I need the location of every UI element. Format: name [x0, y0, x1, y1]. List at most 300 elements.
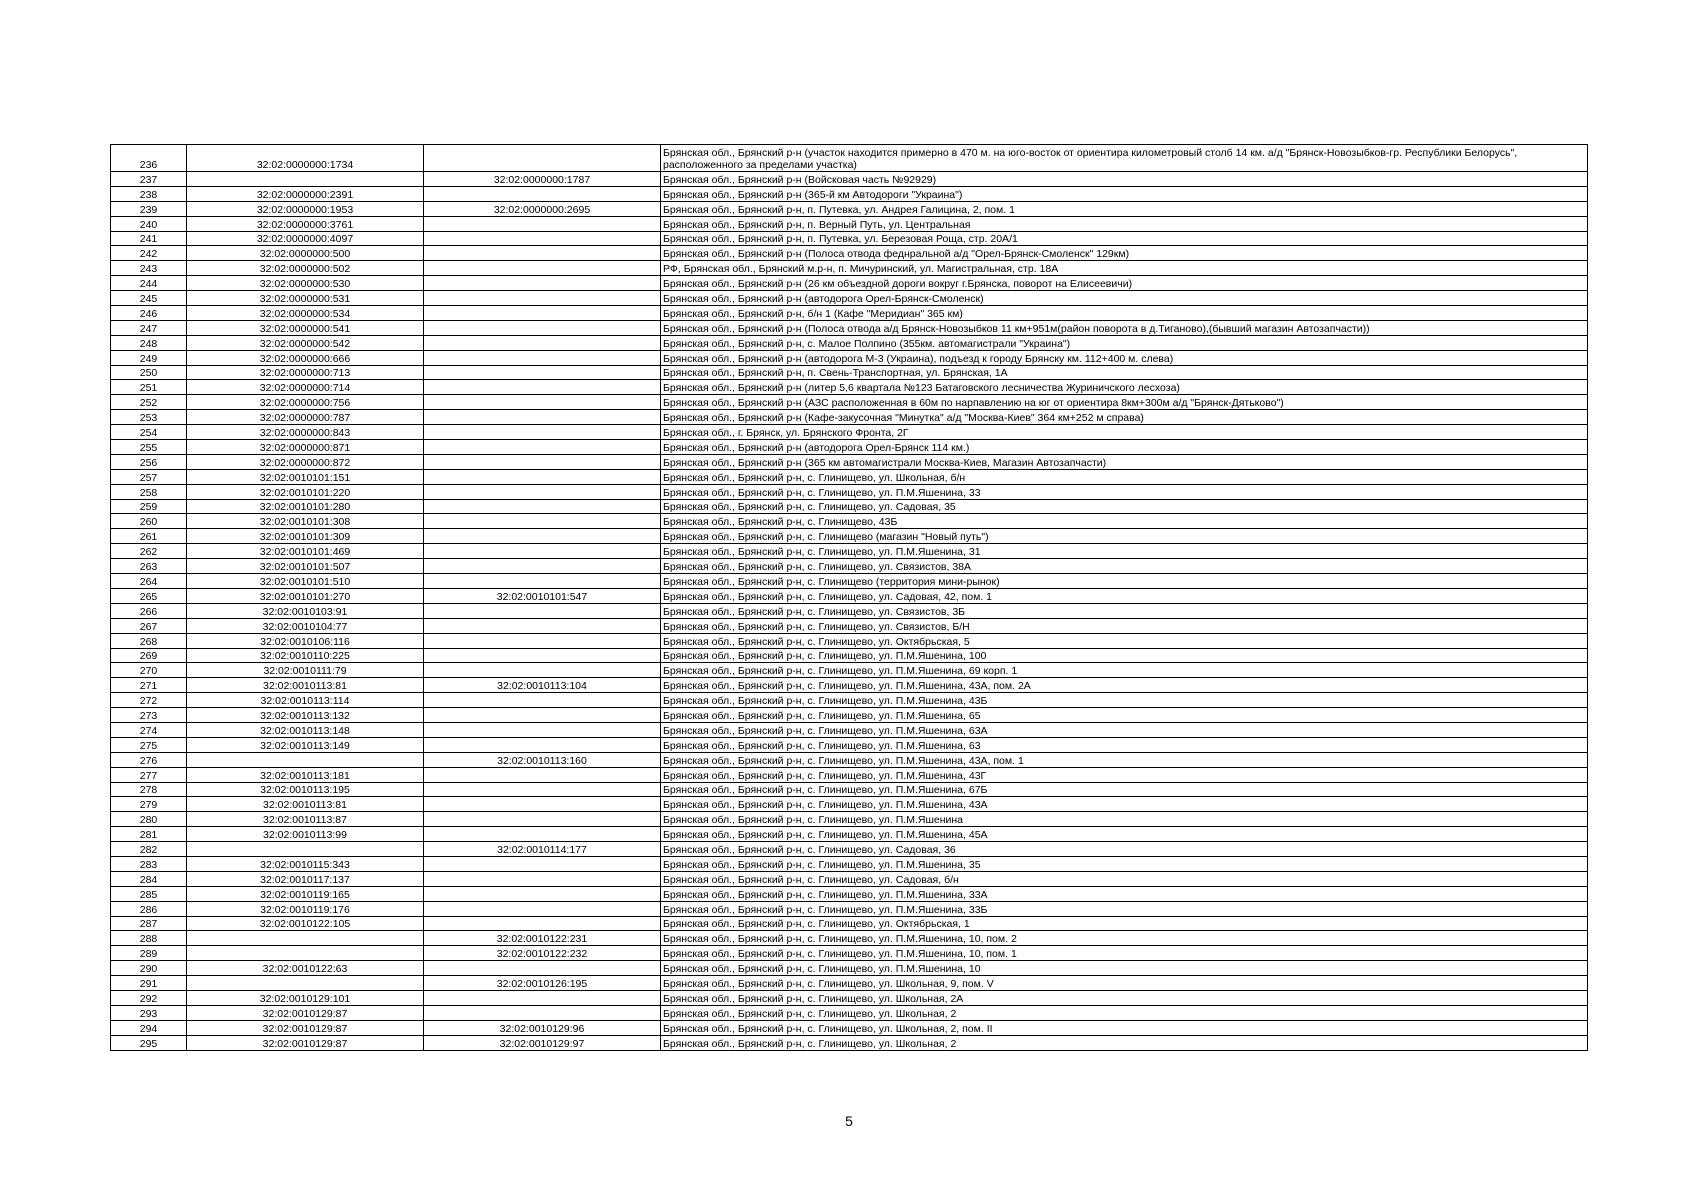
table-row — [111, 306, 1588, 321]
table-row — [111, 320, 1588, 335]
row-number-cell: 245 — [111, 291, 187, 306]
building-cadastral-number-cell — [424, 812, 661, 827]
row-number-cell: 264 — [111, 574, 187, 589]
cadastral-number-cell: 32:02:0000000:872 — [187, 454, 424, 469]
page-number: 5 — [845, 1113, 853, 1129]
building-cadastral-number-cell: 32:02:0010113:104 — [424, 678, 661, 693]
row-number-cell: 274 — [111, 722, 187, 737]
cadastral-number-cell — [187, 842, 424, 857]
cadastral-number-cell: 32:02:0010113:132 — [187, 708, 424, 723]
table-row — [111, 291, 1588, 306]
row-number-cell: 289 — [111, 946, 187, 961]
table-row — [111, 440, 1588, 455]
cadastral-number-cell: 32:02:0010113:149 — [187, 737, 424, 752]
table-row — [111, 201, 1588, 216]
building-cadastral-number-cell — [424, 499, 661, 514]
building-cadastral-number-cell — [424, 335, 661, 350]
address-cell: Брянская обл., Брянский р-н, с. Глинищево, ул. П.М.Яшенина, 43Б — [661, 693, 1588, 708]
table-row — [111, 752, 1588, 767]
table-row — [111, 186, 1588, 201]
building-cadastral-number-cell — [424, 145, 661, 172]
table-row — [111, 708, 1588, 723]
row-number-cell: 280 — [111, 812, 187, 827]
row-number-cell: 258 — [111, 484, 187, 499]
address-cell: Брянская обл., Брянский р-н, п. Верный Путь, ул. Центральная — [661, 216, 1588, 231]
table-row — [111, 1035, 1588, 1050]
cadastral-number-cell: 32:02:0000000:2391 — [187, 186, 424, 201]
table-row — [111, 648, 1588, 663]
cadastral-number-cell: 32:02:0010101:270 — [187, 588, 424, 603]
building-cadastral-number-cell — [424, 648, 661, 663]
row-number-cell: 273 — [111, 708, 187, 723]
row-number-cell: 244 — [111, 276, 187, 291]
address-cell: Брянская обл., Брянский р-н, с. Глинищево, ул. П.М.Яшенина, 10 — [661, 961, 1588, 976]
building-cadastral-number-cell — [424, 961, 661, 976]
table-row — [111, 410, 1588, 425]
address-cell: Брянская обл., Брянский р-н, с. Глинищево, ул. Связистов, 38А — [661, 559, 1588, 574]
building-cadastral-number-cell — [424, 410, 661, 425]
address-cell: Брянская обл., Брянский р-н, с. Глинищево, ул. П.М.Яшенина, 43А, пом. 2А — [661, 678, 1588, 693]
cadastral-number-cell: 32:02:0010101:309 — [187, 529, 424, 544]
address-cell: Брянская обл., Брянский р-н, с. Глинищево, ул. П.М.Яшенина, 33 — [661, 484, 1588, 499]
address-cell: Брянская обл., Брянский р-н, с. Глинищево, ул. Связистов, Б/Н — [661, 618, 1588, 633]
row-number-cell: 291 — [111, 976, 187, 991]
cadastral-number-cell: 32:02:0010122:63 — [187, 961, 424, 976]
address-cell: Брянская обл., Брянский р-н, п. Свень-Транспортная, ул. Брянская, 1А — [661, 365, 1588, 380]
building-cadastral-number-cell — [424, 365, 661, 380]
row-number-cell: 268 — [111, 633, 187, 648]
cadastral-number-cell: 32:02:0010101:308 — [187, 514, 424, 529]
cadastral-number-cell: 32:02:0010129:101 — [187, 990, 424, 1005]
cadastral-number-cell: 32:02:0000000:871 — [187, 440, 424, 455]
cadastral-number-cell: 32:02:0010122:105 — [187, 916, 424, 931]
cadastral-number-cell — [187, 976, 424, 991]
building-cadastral-number-cell — [424, 1005, 661, 1020]
address-cell: Брянская обл., Брянский р-н, с. Глинищево, ул. П.М.Яшенина, 33А — [661, 886, 1588, 901]
row-number-cell: 254 — [111, 425, 187, 440]
address-cell: Брянская обл., Брянский р-н (автодорога Орел-Брянск-Смоленск) — [661, 291, 1588, 306]
row-number-cell: 247 — [111, 320, 187, 335]
address-cell: Брянская обл., Брянский р-н, с. Глинищево, ул. П.М.Яшенина, 31 — [661, 544, 1588, 559]
row-number-cell: 269 — [111, 648, 187, 663]
building-cadastral-number-cell — [424, 618, 661, 633]
row-number-cell: 281 — [111, 827, 187, 842]
cadastral-number-cell: 32:02:0000000:500 — [187, 246, 424, 261]
building-cadastral-number-cell — [424, 454, 661, 469]
building-cadastral-number-cell — [424, 216, 661, 231]
address-cell: Брянская обл., Брянский р-н (Полоса отвода а/д Брянск-Новозыбков 11 км+951м(район поворота в д.Тиганово),(бывший магазин Автозапчасти)) — [661, 320, 1588, 335]
building-cadastral-number-cell — [424, 603, 661, 618]
row-number-cell: 294 — [111, 1020, 187, 1035]
table-row — [111, 574, 1588, 589]
row-number-cell: 259 — [111, 499, 187, 514]
address-cell: Брянская обл., Брянский р-н, с. Глинищево, ул. П.М.Яшенина, 69 корп. 1 — [661, 663, 1588, 678]
address-cell: Брянская обл., Брянский р-н, с. Глинищево, ул. Школьная, 9, пом. V — [661, 976, 1588, 991]
building-cadastral-number-cell — [424, 767, 661, 782]
building-cadastral-number-cell — [424, 350, 661, 365]
cadastral-number-cell: 32:02:0000000:542 — [187, 335, 424, 350]
cadastral-number-cell: 32:02:0000000:4097 — [187, 231, 424, 246]
row-number-cell: 286 — [111, 901, 187, 916]
address-cell: Брянская обл., Брянский р-н (участок находится примерно в 470 м. на юго-восток от ориентира километровый столб 14 км. а/д "Брянск-Новозыбков-гр. Республики Белорусь", расположенного за пределами участка) — [661, 145, 1588, 172]
row-number-cell: 248 — [111, 335, 187, 350]
row-number-cell: 278 — [111, 782, 187, 797]
cadastral-number-cell: 32:02:0010113:99 — [187, 827, 424, 842]
building-cadastral-number-cell — [424, 856, 661, 871]
table-row — [111, 529, 1588, 544]
address-cell: Брянская обл., Брянский р-н (автодорога Орел-Брянск 114 км.) — [661, 440, 1588, 455]
row-number-cell: 290 — [111, 961, 187, 976]
cadastral-number-cell: 32:02:0010101:220 — [187, 484, 424, 499]
cadastral-number-cell — [187, 752, 424, 767]
address-cell: Брянская обл., Брянский р-н, с. Глинищево, ул. П.М.Яшенина, 65 — [661, 708, 1588, 723]
row-number-cell: 270 — [111, 663, 187, 678]
table-row — [111, 603, 1588, 618]
building-cadastral-number-cell: 32:02:0010122:231 — [424, 931, 661, 946]
building-cadastral-number-cell — [424, 246, 661, 261]
cadastral-number-cell: 32:02:0000000:1953 — [187, 201, 424, 216]
address-cell: Брянская обл., Брянский р-н (Кафе-закусочная "Минутка" а/д "Москва-Киев" 364 км+252 м справа) — [661, 410, 1588, 425]
table-row — [111, 380, 1588, 395]
row-number-cell: 251 — [111, 380, 187, 395]
row-number-cell: 277 — [111, 767, 187, 782]
address-cell: Брянская обл., Брянский р-н, с. Глинищево, 43Б — [661, 514, 1588, 529]
cadastral-number-cell: 32:02:0000000:3761 — [187, 216, 424, 231]
table-row — [111, 544, 1588, 559]
cadastral-number-cell: 32:02:0010113:148 — [187, 722, 424, 737]
building-cadastral-number-cell — [424, 990, 661, 1005]
table-row — [111, 871, 1588, 886]
address-cell: Брянская обл., Брянский р-н, с. Глинищево, ул. Садовая, б/н — [661, 871, 1588, 886]
row-number-cell: 283 — [111, 856, 187, 871]
address-cell: Брянская обл., Брянский р-н, с. Глинищево, ул. П.М.Яшенина, 33Б — [661, 901, 1588, 916]
building-cadastral-number-cell — [424, 291, 661, 306]
table-row — [111, 276, 1588, 291]
row-number-cell: 242 — [111, 246, 187, 261]
table-row — [111, 454, 1588, 469]
table-row — [111, 961, 1588, 976]
row-number-cell: 295 — [111, 1035, 187, 1050]
table-row — [111, 856, 1588, 871]
address-cell: Брянская обл., Брянский р-н, с. Глинищево, ул. П.М.Яшенина — [661, 812, 1588, 827]
address-cell: Брянская обл., Брянский р-н, с. Глинищево, ул. Садовая, 35 — [661, 499, 1588, 514]
row-number-cell: 253 — [111, 410, 187, 425]
address-cell: Брянская обл., Брянский р-н (365 км автомагистрали Москва-Киев, Магазин Автозапчасти) — [661, 454, 1588, 469]
building-cadastral-number-cell — [424, 514, 661, 529]
row-number-cell: 260 — [111, 514, 187, 529]
address-cell: Брянская обл., Брянский р-н, с. Глинищево, ул. Садовая, 36 — [661, 842, 1588, 857]
table-row — [111, 484, 1588, 499]
address-cell: Брянская обл., Брянский р-н, с. Глинищево, ул. П.М.Яшенина, 35 — [661, 856, 1588, 871]
cadastral-number-cell: 32:02:0010113:81 — [187, 797, 424, 812]
address-cell: Брянская обл., Брянский р-н, с. Малое Полпино (355км. автомагистрали "Украина") — [661, 335, 1588, 350]
table-row — [111, 425, 1588, 440]
table-row — [111, 231, 1588, 246]
table-row — [111, 946, 1588, 961]
row-number-cell: 250 — [111, 365, 187, 380]
building-cadastral-number-cell: 32:02:0010114:177 — [424, 842, 661, 857]
cadastral-number-cell: 32:02:0000000:666 — [187, 350, 424, 365]
address-cell: Брянская обл., Брянский р-н (автодорога М-3 (Украина), подъезд к городу Брянску км. 112+400 м. слева) — [661, 350, 1588, 365]
table-row — [111, 722, 1588, 737]
address-cell: Брянская обл., г. Брянск, ул. Брянского Фронта, 2Г — [661, 425, 1588, 440]
row-number-cell: 241 — [111, 231, 187, 246]
address-cell: Брянская обл., Брянский р-н, с. Глинищево, ул. Школьная, 2 — [661, 1005, 1588, 1020]
row-number-cell: 257 — [111, 469, 187, 484]
building-cadastral-number-cell: 32:02:0010122:232 — [424, 946, 661, 961]
cadastral-number-cell: 32:02:0010106:116 — [187, 633, 424, 648]
building-cadastral-number-cell — [424, 559, 661, 574]
address-cell: Брянская обл., Брянский р-н, п. Путевка, ул. Андрея Галицина, 2, пом. 1 — [661, 201, 1588, 216]
address-cell: Брянская обл., Брянский р-н, с. Глинищево, ул. П.М.Яшенина, 100 — [661, 648, 1588, 663]
row-number-cell: 246 — [111, 306, 187, 321]
row-number-cell: 285 — [111, 886, 187, 901]
building-cadastral-number-cell — [424, 395, 661, 410]
row-number-cell: 288 — [111, 931, 187, 946]
building-cadastral-number-cell — [424, 529, 661, 544]
row-number-cell: 279 — [111, 797, 187, 812]
cadastral-number-cell: 32:02:0010119:165 — [187, 886, 424, 901]
table-row — [111, 782, 1588, 797]
row-number-cell: 271 — [111, 678, 187, 693]
building-cadastral-number-cell — [424, 440, 661, 455]
table-row — [111, 499, 1588, 514]
cadastral-number-cell: 32:02:0010104:77 — [187, 618, 424, 633]
building-cadastral-number-cell: 32:02:0000000:2695 — [424, 201, 661, 216]
cadastral-number-cell — [187, 946, 424, 961]
cadastral-number-cell: 32:02:0010115:343 — [187, 856, 424, 871]
cadastral-number-cell — [187, 172, 424, 187]
registry-table — [110, 144, 1588, 1051]
cadastral-number-cell: 32:02:0000000:530 — [187, 276, 424, 291]
cadastral-number-cell: 32:02:0000000:502 — [187, 261, 424, 276]
building-cadastral-number-cell — [424, 544, 661, 559]
row-number-cell: 237 — [111, 172, 187, 187]
row-number-cell: 252 — [111, 395, 187, 410]
cadastral-number-cell: 32:02:0010117:137 — [187, 871, 424, 886]
address-cell: Брянская обл., Брянский р-н, с. Глинищево, ул. Садовая, 42, пом. 1 — [661, 588, 1588, 603]
building-cadastral-number-cell — [424, 901, 661, 916]
building-cadastral-number-cell — [424, 276, 661, 291]
table-row — [111, 767, 1588, 782]
building-cadastral-number-cell — [424, 797, 661, 812]
cadastral-number-cell: 32:02:0010101:280 — [187, 499, 424, 514]
address-cell: Брянская обл., Брянский р-н, с. Глинищево, ул. П.М.Яшенина, 63А — [661, 722, 1588, 737]
address-cell: Брянская обл., Брянский р-н, с. Глинищево, ул. П.М.Яшенина, 43Г — [661, 767, 1588, 782]
address-cell: Брянская обл., Брянский р-н, п. Путевка, ул. Березовая Роща, стр. 20А/1 — [661, 231, 1588, 246]
cadastral-number-cell: 32:02:0000000:1734 — [187, 145, 424, 172]
building-cadastral-number-cell: 32:02:0010101:547 — [424, 588, 661, 603]
row-number-cell: 240 — [111, 216, 187, 231]
row-number-cell: 272 — [111, 693, 187, 708]
building-cadastral-number-cell — [424, 186, 661, 201]
building-cadastral-number-cell — [424, 231, 661, 246]
table-row — [111, 737, 1588, 752]
address-cell: Брянская обл., Брянский р-н, с. Глинищево, ул. Школьная, 2, пом. II — [661, 1020, 1588, 1035]
building-cadastral-number-cell: 32:02:0010129:96 — [424, 1020, 661, 1035]
table-row — [111, 335, 1588, 350]
cadastral-number-cell: 32:02:0010101:510 — [187, 574, 424, 589]
table-row — [111, 365, 1588, 380]
address-cell: Брянская обл., Брянский р-н, с. Глинищево, ул. П.М.Яшенина, 67Б — [661, 782, 1588, 797]
building-cadastral-number-cell — [424, 782, 661, 797]
building-cadastral-number-cell — [424, 306, 661, 321]
address-cell: Брянская обл., Брянский р-н (Полоса отвода феднральной а/д "Орел-Брянск-Смоленск" 129км) — [661, 246, 1588, 261]
building-cadastral-number-cell — [424, 574, 661, 589]
cadastral-number-cell: 32:02:0010119:176 — [187, 901, 424, 916]
table-row — [111, 678, 1588, 693]
address-cell: Брянская обл., Брянский р-н (365-й км Автодороги "Украина") — [661, 186, 1588, 201]
table-row — [111, 1020, 1588, 1035]
cadastral-number-cell: 32:02:0000000:756 — [187, 395, 424, 410]
cadastral-number-cell: 32:02:0000000:714 — [187, 380, 424, 395]
building-cadastral-number-cell: 32:02:0010126:195 — [424, 976, 661, 991]
cadastral-number-cell: 32:02:0000000:713 — [187, 365, 424, 380]
row-number-cell: 262 — [111, 544, 187, 559]
row-number-cell: 243 — [111, 261, 187, 276]
row-number-cell: 249 — [111, 350, 187, 365]
table-row — [111, 842, 1588, 857]
cadastral-number-cell — [187, 931, 424, 946]
building-cadastral-number-cell — [424, 469, 661, 484]
address-cell: Брянская обл., Брянский р-н (литер 5,6 квартала №123 Батаговского лесничества Журиничского лесхоза) — [661, 380, 1588, 395]
address-cell: Брянская обл., Брянский р-н, с. Глинищево, ул. Октябрьская, 5 — [661, 633, 1588, 648]
building-cadastral-number-cell: 32:02:0010113:160 — [424, 752, 661, 767]
registry-table-body — [111, 145, 1588, 1051]
table-row — [111, 350, 1588, 365]
table-row — [111, 514, 1588, 529]
table-row — [111, 172, 1588, 187]
table-row — [111, 901, 1588, 916]
table-row — [111, 588, 1588, 603]
address-cell: Брянская обл., Брянский р-н, с. Глинищево, ул. П.М.Яшенина, 10, пом. 2 — [661, 931, 1588, 946]
row-number-cell: 263 — [111, 559, 187, 574]
building-cadastral-number-cell — [424, 916, 661, 931]
registry-sheet — [110, 144, 1588, 1051]
address-cell: Брянская обл., Брянский р-н (26 км объездной дороги вокруг г.Брянска, поворот на Елисеевичи) — [661, 276, 1588, 291]
building-cadastral-number-cell — [424, 737, 661, 752]
cadastral-number-cell: 32:02:0010129:87 — [187, 1035, 424, 1050]
address-cell: Брянская обл., Брянский р-н, с. Глинищево, ул. П.М.Яшенина, 10, пом. 1 — [661, 946, 1588, 961]
table-row — [111, 886, 1588, 901]
row-number-cell: 292 — [111, 990, 187, 1005]
cadastral-number-cell: 32:02:0010101:469 — [187, 544, 424, 559]
building-cadastral-number-cell — [424, 871, 661, 886]
address-cell: Брянская обл., Брянский р-н, с. Глинищево, ул. П.М.Яшенина, 45А — [661, 827, 1588, 842]
building-cadastral-number-cell — [424, 827, 661, 842]
table-row — [111, 216, 1588, 231]
cadastral-number-cell: 32:02:0000000:531 — [187, 291, 424, 306]
row-number-cell: 284 — [111, 871, 187, 886]
table-row — [111, 663, 1588, 678]
row-number-cell: 282 — [111, 842, 187, 857]
row-number-cell: 238 — [111, 186, 187, 201]
building-cadastral-number-cell — [424, 693, 661, 708]
cadastral-number-cell: 32:02:0010113:114 — [187, 693, 424, 708]
building-cadastral-number-cell — [424, 320, 661, 335]
row-number-cell: 261 — [111, 529, 187, 544]
cadastral-number-cell: 32:02:0010111:79 — [187, 663, 424, 678]
table-row — [111, 931, 1588, 946]
building-cadastral-number-cell: 32:02:0010129:97 — [424, 1035, 661, 1050]
table-row — [111, 559, 1588, 574]
address-cell: Брянская обл., Брянский р-н, с. Глинищево, ул. Школьная, б/н — [661, 469, 1588, 484]
building-cadastral-number-cell — [424, 380, 661, 395]
table-row — [111, 693, 1588, 708]
building-cadastral-number-cell — [424, 708, 661, 723]
address-cell: Брянская обл., Брянский р-н, с. Глинищево (магазин "Новый путь") — [661, 529, 1588, 544]
address-cell: Брянская обл., Брянский р-н (АЗС расположенная в 60м по нарпавлению на юг от ориентира 8км+300м а/д "Брянск-Дятьково") — [661, 395, 1588, 410]
address-cell: Брянская обл., Брянский р-н, с. Глинищево, ул. Школьная, 2 — [661, 1035, 1588, 1050]
building-cadastral-number-cell — [424, 663, 661, 678]
building-cadastral-number-cell — [424, 633, 661, 648]
address-cell: Брянская обл., Брянский р-н, с. Глинищево, ул. П.М.Яшенина, 43А — [661, 797, 1588, 812]
table-row — [111, 1005, 1588, 1020]
table-row — [111, 395, 1588, 410]
cadastral-number-cell: 32:02:0010103:91 — [187, 603, 424, 618]
table-row — [111, 797, 1588, 812]
row-number-cell: 276 — [111, 752, 187, 767]
address-cell: РФ, Брянская обл., Брянский м.р-н, п. Мичуринский, ул. Магистральная, стр. 18А — [661, 261, 1588, 276]
building-cadastral-number-cell: 32:02:0000000:1787 — [424, 172, 661, 187]
row-number-cell: 256 — [111, 454, 187, 469]
row-number-cell: 267 — [111, 618, 187, 633]
building-cadastral-number-cell — [424, 722, 661, 737]
address-cell: Брянская обл., Брянский р-н, с. Глинищево (территория мини-рынок) — [661, 574, 1588, 589]
cadastral-number-cell: 32:02:0010113:81 — [187, 678, 424, 693]
address-cell: Брянская обл., Брянский р-н, с. Глинищево, ул. Октябрьская, 1 — [661, 916, 1588, 931]
row-number-cell: 293 — [111, 1005, 187, 1020]
cadastral-number-cell: 32:02:0000000:843 — [187, 425, 424, 440]
table-row — [111, 916, 1588, 931]
address-cell: Брянская обл., Брянский р-н, с. Глинищево, ул. П.М.Яшенина, 63 — [661, 737, 1588, 752]
cadastral-number-cell: 32:02:0000000:787 — [187, 410, 424, 425]
building-cadastral-number-cell — [424, 261, 661, 276]
table-row — [111, 618, 1588, 633]
address-cell: Брянская обл., Брянский р-н, б/н 1 (Кафе "Меридиан" 365 км) — [661, 306, 1588, 321]
row-number-cell: 266 — [111, 603, 187, 618]
table-row — [111, 827, 1588, 842]
building-cadastral-number-cell — [424, 484, 661, 499]
cadastral-number-cell: 32:02:0010113:181 — [187, 767, 424, 782]
cadastral-number-cell: 32:02:0010113:195 — [187, 782, 424, 797]
row-number-cell: 255 — [111, 440, 187, 455]
address-cell: Брянская обл., Брянский р-н, с. Глинищево, ул. Связистов, 3Б — [661, 603, 1588, 618]
cadastral-number-cell: 32:02:0000000:534 — [187, 306, 424, 321]
cadastral-number-cell: 32:02:0010101:507 — [187, 559, 424, 574]
table-row — [111, 145, 1588, 172]
cadastral-number-cell: 32:02:0010101:151 — [187, 469, 424, 484]
table-row — [111, 633, 1588, 648]
cadastral-number-cell: 32:02:0010110:225 — [187, 648, 424, 663]
row-number-cell: 275 — [111, 737, 187, 752]
row-number-cell: 236 — [111, 145, 187, 172]
address-cell: Брянская обл., Брянский р-н (Войсковая часть №92929) — [661, 172, 1588, 187]
cadastral-number-cell: 32:02:0000000:541 — [187, 320, 424, 335]
row-number-cell: 239 — [111, 201, 187, 216]
table-row — [111, 261, 1588, 276]
cadastral-number-cell: 32:02:0010129:87 — [187, 1020, 424, 1035]
address-cell: Брянская обл., Брянский р-н, с. Глинищево, ул. П.М.Яшенина, 43А, пом. 1 — [661, 752, 1588, 767]
building-cadastral-number-cell — [424, 886, 661, 901]
cadastral-number-cell: 32:02:0010129:87 — [187, 1005, 424, 1020]
address-cell: Брянская обл., Брянский р-н, с. Глинищево, ул. Школьная, 2А — [661, 990, 1588, 1005]
cadastral-number-cell: 32:02:0010113:87 — [187, 812, 424, 827]
row-number-cell: 265 — [111, 588, 187, 603]
row-number-cell: 287 — [111, 916, 187, 931]
table-row — [111, 246, 1588, 261]
table-row — [111, 990, 1588, 1005]
